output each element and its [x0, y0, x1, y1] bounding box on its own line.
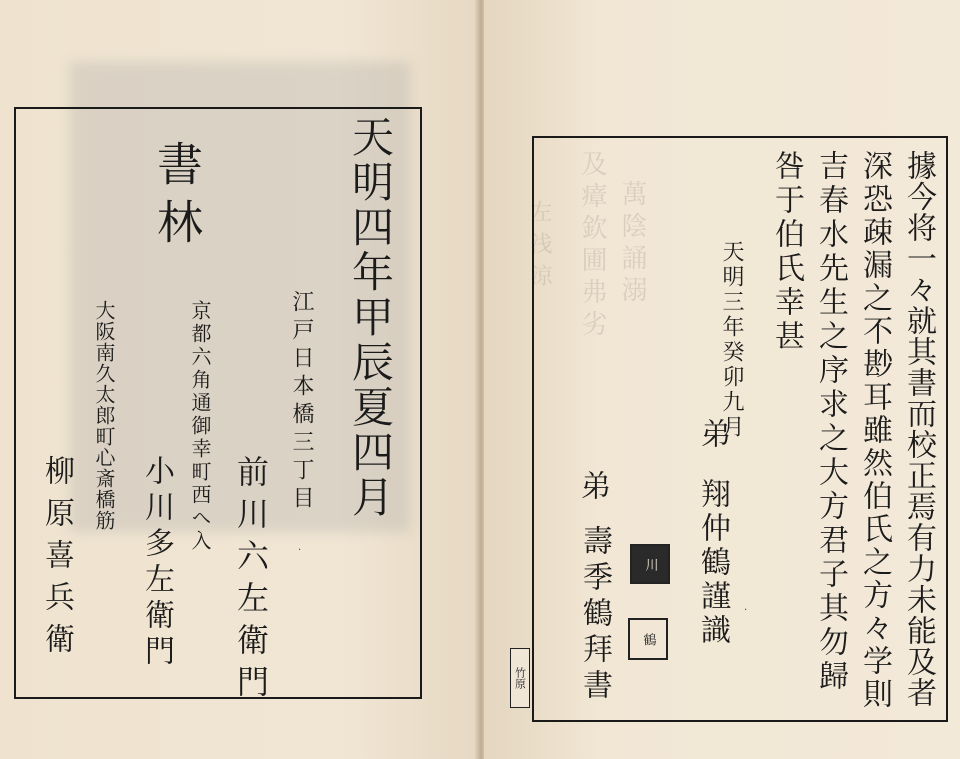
era-line: 天明四年甲辰夏四月	[346, 115, 395, 520]
signature-2: 壽季鶴拜書	[577, 525, 612, 705]
edo-publisher: 前川六左衛門	[232, 455, 270, 707]
margin-dots: ·	[744, 605, 748, 616]
kyoto-publisher: 小川多左衛門	[139, 455, 174, 671]
osaka-address: 大阪南久太郎町心斎橋筋	[92, 300, 116, 531]
library-stamp: 竹原	[510, 648, 530, 708]
square-seal-right: 鶴	[628, 618, 668, 660]
kyoto-address: 京都六角通御幸町西へ入	[188, 300, 212, 553]
edo-address: 江戸日本橋三丁目	[289, 290, 314, 514]
younger-brother-label-1: 弟	[695, 418, 730, 448]
postface-column-2: 深恐疎漏之不尠耳雖然伯氏之方々学則	[857, 150, 892, 711]
postface-date: 天明三年癸卯九月	[719, 240, 744, 440]
show-through: 萬陰誦溺	[617, 180, 647, 308]
osaka-publisher: 柳原喜兵衛	[39, 455, 74, 665]
postface-column-3: 吉春水先生之序求之大方君子其勿歸	[813, 150, 848, 694]
square-seal-left: 川	[630, 544, 670, 584]
postface-column-1: 據今将一々就其書而校正焉有力未能及者	[901, 150, 936, 708]
younger-brother-label-2: 弟	[575, 470, 610, 500]
show-through: 及瘴欽圃弗劣	[577, 150, 607, 342]
postface-column-4: 咎于伯氏幸甚	[769, 150, 804, 354]
signature-1: 翔仲鶴謹識	[695, 478, 730, 648]
shop-title: 書林	[150, 140, 204, 256]
margin-dots: ·	[298, 545, 302, 556]
show-through: 左浅涼	[527, 200, 552, 296]
